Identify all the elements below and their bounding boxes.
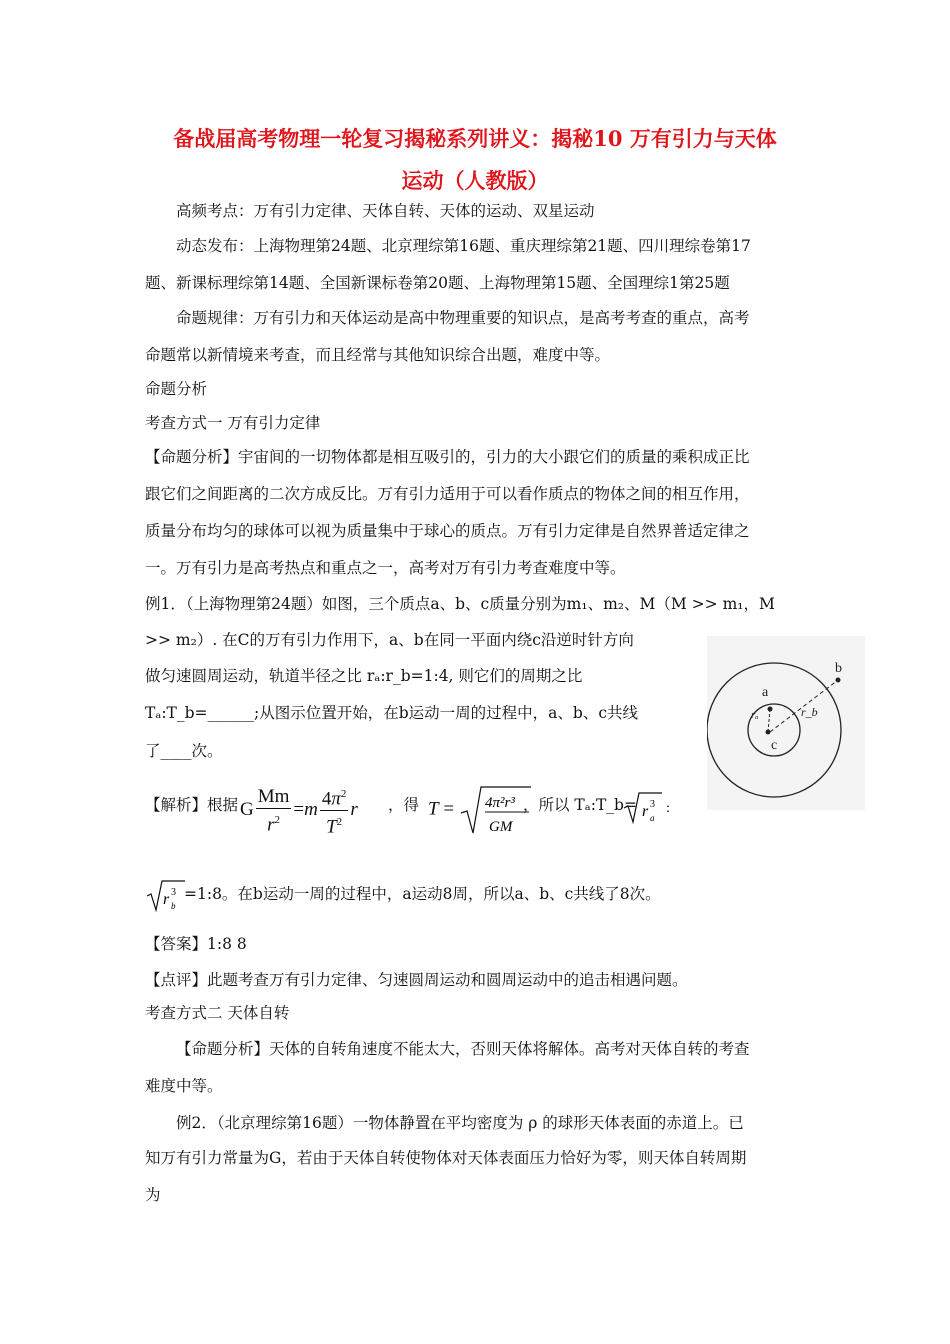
heading-fangshi-2: 考查方式二 天体自转 [145, 1004, 290, 1022]
svg-text:a: a [650, 813, 655, 823]
dongtai-line-1: 动态发布：上海物理第24题、北京理综第16题、重庆理综第21题、四川理综卷第17 [176, 237, 751, 255]
example-1-line-2: >> m₂）. 在C的万有引力作用下，a、b在同一平面内绕c沿逆时针方向 [145, 631, 634, 649]
sqrt-sign [459, 783, 531, 837]
answer: 【答案】1:8 8 [145, 935, 247, 953]
dianping: 【点评】此题考查万有引力定律、匀速圆周运动和圆周运动中的追击相遇问题。 [145, 971, 688, 989]
example-1-line-3: 做匀速圆周运动，轨道半径之比 rₐ:r_b=1:4, 则它们的周期之比 [145, 667, 583, 685]
svg-text:r: r [642, 803, 649, 820]
radius-a-line [768, 709, 770, 732]
label-a: a [762, 685, 769, 700]
label-rb: r_b [801, 705, 818, 719]
gaopin-kaodian: 高频考点：万有引力定律、天体自转、天体的运动、双星运动 [176, 202, 595, 220]
document-title [140, 118, 810, 202]
svg-text:b: b [171, 901, 176, 911]
sqrt-rb3-sign [145, 878, 185, 912]
dongtai-line-2: 题、新课标理综第14题、全国新课标卷第20题、上海物理第15题、全国理综1第25题 [145, 274, 730, 292]
sqrt-ra3-sign [622, 790, 672, 824]
example-2-line-1: 例2．（北京理综第16题）一物体静置在平均密度为 ρ 的球形天体表面的赤道上。已 [176, 1114, 744, 1132]
heading-fangshi-1: 考查方式一 万有引力定律 [145, 414, 321, 432]
example-2-line-3: 为 [145, 1186, 161, 1204]
svg-text:r: r [163, 891, 170, 908]
period-equation: T = 4π²r³ GM [428, 783, 531, 837]
example-2-line-2: 知万有引力常量为G，若由于天体自转使物体对天体表面压力恰好为零，则天体自转周期 [145, 1149, 747, 1167]
guilv-line-1: 命题规律：万有引力和天体运动是高中物理重要的知识点，是高考考查的重点，高考 [176, 309, 750, 327]
title-line-1: 备战届高考物理一轮复习揭秘系列讲义：揭秘10 万有引力与天体 [173, 126, 777, 151]
svg-text:4π²r³: 4π²r³ [484, 795, 515, 811]
heading-mingti-fenxi: 命题分析 [145, 380, 208, 398]
svg-text:GM: GM [488, 819, 513, 835]
orbit-figure [707, 636, 865, 810]
label-c: c [771, 738, 778, 753]
guilv-line-2: 命题常以新情境来考查，而且经常与其他知识综合出题，难度中等。 [145, 346, 611, 364]
fenxi2-line-1: 【命题分析】天体的自转角速度不能太大，否则天体将解体。高考对天体自转的考查 [176, 1040, 750, 1058]
jiexi-line-2: =1:8。在b运动一周的过程中，a运动8周，所以a、b、c共线了8次。 [184, 885, 661, 903]
fenxi2-line-2: 难度中等。 [145, 1077, 223, 1095]
fenxi1-line-1: 【命题分析】宇宙间的一切物体都是相互吸引的，引力的大小跟它们的质量的乘积成正比 [145, 448, 750, 466]
fenxi1-line-2: 跟它们之间距离的二次方成反比。万有引力适用于可以看作质点的物体之间的相互作用， [145, 485, 750, 503]
orbit-diagram [707, 636, 865, 810]
title-line-2: 运动（人教版） [401, 168, 549, 193]
jiexi-prefix: 【解析】根据 [145, 796, 239, 814]
gravity-equation: G $\frac{Mm}{r^2}$ =m $\frac{4\pi^2}{T^2}$ r [240, 783, 358, 839]
jiexi-suoyi: ，所以 Tₐ:T_b= [523, 796, 637, 814]
outer-orbit [707, 663, 841, 797]
example-1-line-5: 了____次。 [145, 742, 223, 760]
example-1-line-4: Tₐ:T_b=______;从图示位置开始，在b运动一周的过程中，a、b、c共线 [145, 704, 639, 722]
jiexi-de: ，得 [388, 796, 420, 814]
label-b: b [835, 661, 842, 676]
label-ra: rₐ [751, 709, 759, 721]
svg-text:3: 3 [650, 799, 655, 810]
svg-text:3: 3 [171, 887, 176, 898]
example-1-line-1: 例1．（上海物理第24题）如图，三个质点a、b、c质量分别为m₁、m₂、M（M >> m₁，M [145, 595, 775, 613]
fenxi1-line-3: 质量分布均匀的球体可以视为质量集中于球心的质点。万有引力定律是自然界普适定律之 [145, 522, 750, 540]
svg-text::: : [666, 801, 670, 816]
sqrt-rb3 [145, 878, 185, 918]
fenxi1-line-4: 一。万有引力是高考热点和重点之一，高考对万有引力考查难度中等。 [145, 559, 626, 577]
sqrt-ra3 [622, 790, 672, 830]
